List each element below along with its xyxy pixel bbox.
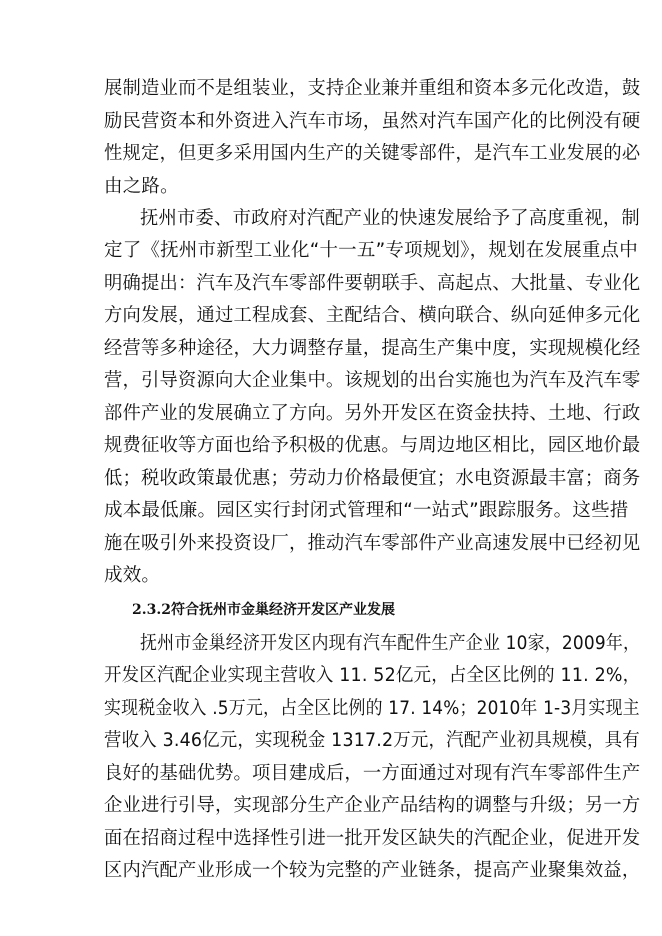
- text-line: 部件产业的发展确立了方向。另外开发区在资金扶持、土地、行政: [104, 403, 641, 424]
- text-line: 面在招商过程中选择性引进一批开发区缺失的汽配企业，促进开发: [104, 828, 641, 849]
- text-line: 展制造业而不是组装业，支持企业兼并重组和资本多元化改造，鼓: [104, 78, 641, 99]
- text-line: 由之路。: [104, 176, 179, 197]
- text-line: 规费征收等方面也给予积极的优惠。与周边地区相比，园区地价最: [104, 435, 641, 456]
- text-line: 明确提出：汽车及汽车零部件要朝联手、高起点、大批量、专业化: [104, 273, 641, 294]
- text-line: 经营等多种途径，大力调整存量，提高生产集中度，实现规模化经: [104, 338, 641, 359]
- text-line: 抚州市委、市政府对汽配产业的快速发展给予了高度重视，制: [140, 208, 640, 229]
- text-line: 励民营资本和外资进入汽车市场，虽然对汽车国产化的比例没有硬: [104, 111, 641, 132]
- text-line: 企业进行引导，实现部分生产企业产品结构的调整与升级；另一方: [104, 795, 641, 816]
- section-heading: 2.3.2符合抚州市金巢经济开发区产业发展: [132, 602, 395, 618]
- text-line: 营收入 3.46亿元，实现税金 1317.2万元，汽配产业初具规模，具有: [104, 730, 640, 751]
- text-line: 性规定，但更多采用国内生产的关键零部件，是汽车工业发展的必: [104, 143, 641, 164]
- text-line: 区内汽配产业形成一个较为完整的产业链条，提高产业聚集效益，: [104, 860, 641, 881]
- text-line: 施在吸引外来投资设厂，推动汽车零部件产业高速发展中已经初见: [104, 533, 641, 554]
- text-line: 定了《抚州市新型工业化“十一五”专项规划》，规划在发展重点中: [104, 240, 638, 261]
- text-line: 成效。: [104, 565, 161, 586]
- text-line: 方向发展，通过工程成套、主配结合、横向联合、纵向延伸多元化: [104, 305, 641, 326]
- text-line: 营，引导资源向大企业集中。该规划的出台实施也为汽车及汽车零: [104, 370, 641, 391]
- text-line: 良好的基础优势。项目建成后，一方面通过对现有汽车零部件生产: [104, 763, 641, 784]
- text-line: 抚州市金巢经济开发区内现有汽车配件生产企业 10家，2009年，: [140, 633, 641, 654]
- text-line: 实现税金收入 .5万元，占全区比例的 17. 14%；2010年 1-3月实现主: [104, 698, 640, 719]
- text-line: 成本最低廉。园区实行封闭式管理和“一站式”跟踪服务。这些措: [104, 500, 629, 521]
- text-line: 低；税收政策最优惠；劳动力价格最便宜；水电资源最丰富；商务: [104, 468, 641, 489]
- text-line: 开发区汽配企业实现主营收入 11. 52亿元，占全区比例的 11. 2%，: [104, 665, 641, 686]
